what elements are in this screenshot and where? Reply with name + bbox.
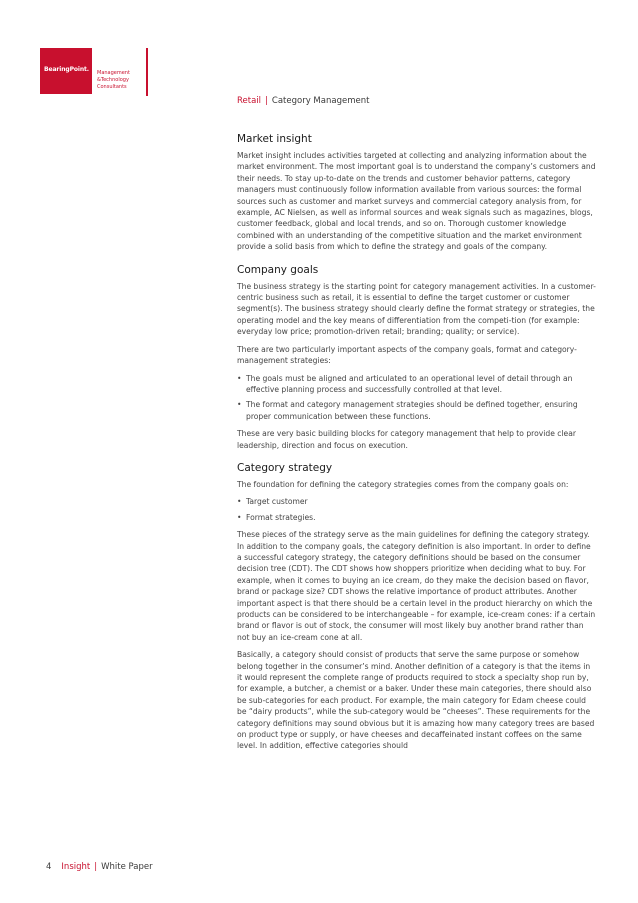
list-item: • Format strategies. xyxy=(237,512,597,523)
section-market-insight xyxy=(237,132,597,253)
header-topic: Category Management xyxy=(271,96,370,106)
section-category-strategy xyxy=(237,461,597,752)
paragraph: The foundation for defining the category strategies comes from the company goals on: xyxy=(237,479,569,489)
paragraph: Market insight includes activities targeted at collecting and analyzing information about the market environment. The most important goal is to understand the company’s customers and their needs. To stay up-to-date on the trends and customer behavior patterns, category managers must continuously follow information available from various sources: the formal sources such as customer and market surveys and commercial category analysis from, for example, AC Nielsen, as well as informal sources and weak signals such as magazines, blogs, customer feedback, global and local trends, and so on. Thorough customer knowledge combined with an understanding of the competitive situation and the market environment provide a solid basis from which to define the strategy and goals of the company. xyxy=(237,151,596,252)
logo-brand-text: BearingPoint. xyxy=(44,66,89,73)
header-separator: | xyxy=(265,96,268,106)
section-company-goals xyxy=(237,263,597,451)
list-item: • The goals must be aligned and articulated to an operational level of detail through an effective planning process and successfully controlled at that level. xyxy=(237,373,597,396)
footer-label: Insight xyxy=(61,862,91,872)
bullet-list xyxy=(237,496,597,523)
list-item: • The format and category management strategies should be defined together, ensuring proper communication between these functions. xyxy=(237,399,597,422)
paragraph: These pieces of the strategy serve as the main guidelines for defining the category strategy. In addition to the company goals, the category definition is also important. In order to define a successful category strategy, the category definitions should be based on the consumer decision tree (CDT). The CDT shows how shoppers prioritize when deciding what to buy. For example, when it comes to buying an ice cream, do they make the decision based on flavor, brand or package size? CDT shows the relative importance of product attributes. Another important aspect is that there should be a certain level in the product hierarchy on which the products can be considered to be interchangeable – for example, ice-cream cones: if a certain brand or flavor is out of stock, the consumer will most likely buy another brand rather than not buy an ice-cream cone at all. xyxy=(237,530,596,642)
main-content xyxy=(237,132,597,762)
page-header xyxy=(237,96,369,106)
section-title: Market insight xyxy=(237,133,312,145)
page-number: 4 xyxy=(46,862,52,872)
logo-tagline-line: &Technology xyxy=(97,77,129,83)
paragraph: There are two particularly important aspects of the company goals, format and category-management strategies: xyxy=(237,344,577,366)
paragraph: Basically, a category should consist of products that serve the same purpose or somehow belong together in the consumer’s mind. Another definition of a category is that the items in it would represent the complete range of products required to stock a specialty shop run by, for example, a butcher, a chemist or a baker. Under these main categories, there should also be sub-categories for each product. For example, the main category for Edam cheese could be “dairy products”, while the sub-category would be “cheeses”. These requirements for the category definitions may sound obvious but it is amazing how many category trees are based on product type or supply, or have cheeses and decaffeinated instant coffees on the same level. In addition, effective categories should xyxy=(237,650,595,751)
footer-doc-type: White Paper xyxy=(101,862,153,872)
footer-separator: | xyxy=(94,862,98,872)
list-item: • Target customer xyxy=(237,496,597,507)
paragraph: The business strategy is the starting point for category management activities. In a customer-centric business such as retail, it is essential to define the target customer or customer segment(s). The business strategy should clearly define the format strategy or strategies, the operating model and the key means of differentiation from the competi-tion (for example: everyday low price; promotion-driven retail; branding; quality; or service). xyxy=(237,281,596,337)
bullet-list xyxy=(237,373,597,423)
header-section: Retail xyxy=(237,96,262,106)
logo-tagline-line: Management xyxy=(97,70,130,76)
page-footer xyxy=(46,862,153,872)
paragraph: These are very basic building blocks for category management that help to provide clear leadership, direction and focus on execution. xyxy=(237,429,577,450)
section-title: Company goals xyxy=(237,263,319,276)
logo-tagline-line: Consultants xyxy=(97,84,127,90)
bearingpoint-logo xyxy=(40,48,92,94)
logo-tagline xyxy=(97,70,147,91)
logo-divider xyxy=(146,48,148,96)
section-title: Category strategy xyxy=(237,461,333,474)
